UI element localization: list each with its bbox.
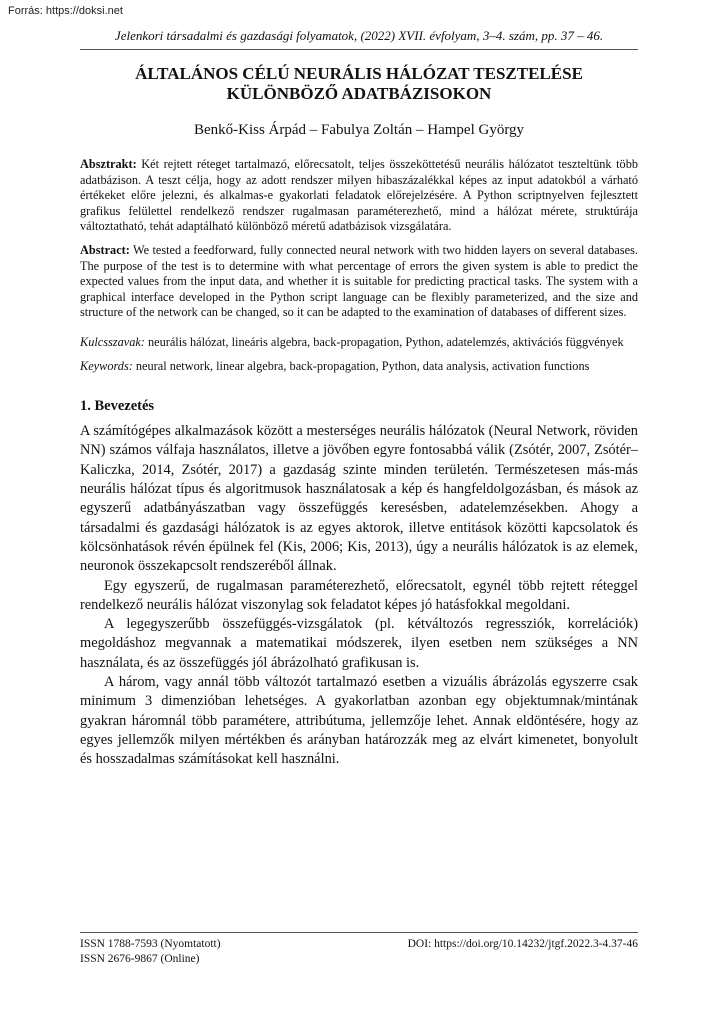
source-line: Forrás: https://doksi.net [8, 5, 123, 17]
paragraph: A legegyszerűbb összefüggés-vizsgálatok (pl. kétváltozós regressziók, korrelációk) megoldáshoz megvannak a matematikai módszerek, ilyen esetben nem szükséges a NN használata, és az összefüggés jól ábrázolható grafikusan is. [80, 616, 638, 671]
authors: Benkő-Kiss Árpád – Fabulya Zoltán – Hampel György [193, 122, 525, 138]
page-content [80, 28, 638, 769]
section-heading: 1. Bevezetés [80, 398, 155, 415]
keywords-hu-label: Kulcsszavak: [80, 334, 145, 349]
paper-title [80, 64, 638, 104]
page-footer [80, 932, 638, 967]
issn-print: ISSN 1788-7593 (Nyomtatott) [80, 938, 221, 950]
doi-link[interactable]: DOI: https://doi.org/10.14232/jtgf.2022.3-4.37-46 [407, 938, 638, 950]
issn-online: ISSN 2676-9867 (Online) [80, 953, 200, 965]
keywords-en-label: Keywords: [80, 358, 133, 373]
abstract-hu-label: Absztrakt: [80, 157, 137, 171]
paragraph: Egy egyszerű, de rugalmasan paraméterezhető, előrecsatolt, egynél több rejtett réteggel rendelkező neurális hálózat viszonylag sok feladatot képes jó hatásfokkal megoldani. [80, 577, 638, 613]
title-line-2: KÜLÖNBÖZŐ ADATBÁZISOKON [226, 84, 492, 103]
footer-row [80, 937, 638, 952]
keywords-hungarian [80, 335, 638, 351]
keywords-en-text: neural network, linear algebra, back-propagation, Python, data analysis, activation functions [132, 358, 590, 373]
abstract-hu-text: Két rejtett réteget tartalmazó, előrecsatolt, teljes összeköttetésű neurális hálózatot teszteltünk több adatbázison. A teszt célja, hogy az adott rendszer milyen hibaszázalékkal képes az input adatokból a várható értékeket előre jelezni, és alkalmas-e gyakorlati feladatok előrejelzésére. A Python scriptnyelven fejlesztett grafikus felülettel rendelkező rendszer rugalmasan paraméterezhető, mind a hálózat mérete, struktúrája változtatható, tehát adaptálható különböző méretű adatbázisok vizsgálatára. [80, 157, 638, 234]
abstract-english [80, 243, 638, 321]
keywords-english [80, 359, 638, 375]
abstract-en-label: Abstract: [80, 242, 130, 257]
keywords-hu-text: neurális hálózat, lineáris algebra, back-propagation, Python, adatelemzés, aktivációs függvények [144, 334, 624, 349]
title-line-1: ÁLTALÁNOS CÉLÚ NEURÁLIS HÁLÓZAT TESZTELÉSE [135, 64, 583, 83]
abstract-en-text: We tested a feedforward, fully connected neural network with two hidden layers on several databases. The purpose of the test is to determine with what percentage of errors the given system is able to predict the expected values from the input data, and whether it is suitable for predicting practical tasks. The system with a graphical interface developed in the Python script language can be flexibly parameterized, and the size and structure of the network can be changed, so it can be adapted to the examination of databases of different sizes. [80, 242, 638, 320]
paragraph: A három, vagy annál több változót tartalmazó esetben a vizuális ábrázolás egyszerre csak minimum 3 dimenzióban lehetséges. A gyakorlatban azonban egy objektumnak/mintának gyakran háromnál több paramétere, attribútuma, jellemzője lehet. Annak eldöntésére, hogy az egyes jellemzők milyen mértékben és arányban határozzák meg az elvárt kimenetet, bonyolult és hosszadalmas számításokat kell használni. [80, 673, 638, 768]
footer-row [80, 952, 638, 967]
journal-header: Jelenkori társadalmi és gazdasági folyamatok, (2022) XVII. évfolyam, 3–4. szám, pp. 37 – 46. [80, 28, 638, 50]
paragraph: A számítógépes alkalmazások között a mesterséges neurális hálózatok (Neural Network, röviden NN) számos válfaja használatos, illetve a jövőben egyre fontosabbá válik (Zsótér, 2007, Zsótér–Kaliczka, 2014, Zsótér, 2017) a gazdaság szinte minden területén. Természetesen más-más neurális hálózat típus és algoritmusok használatosak a kép és hangfeldolgozásban, és mások az egyszerű adatbányászatban vagy összefüggés keresésben, adatelemzésekben. Ahogy a társadalmi és gazdasági hálózatok is az egyes aktorok, illetve entitások közötti kapcsolatok és kölcsönhatások révén épülnek fel (Kis, 2006; Kis, 2013), úgy a neurális hálózatok is az elemek, neuronok összekapcsolt rendszeréből állnak. [80, 423, 638, 575]
abstract-hungarian [80, 157, 638, 235]
